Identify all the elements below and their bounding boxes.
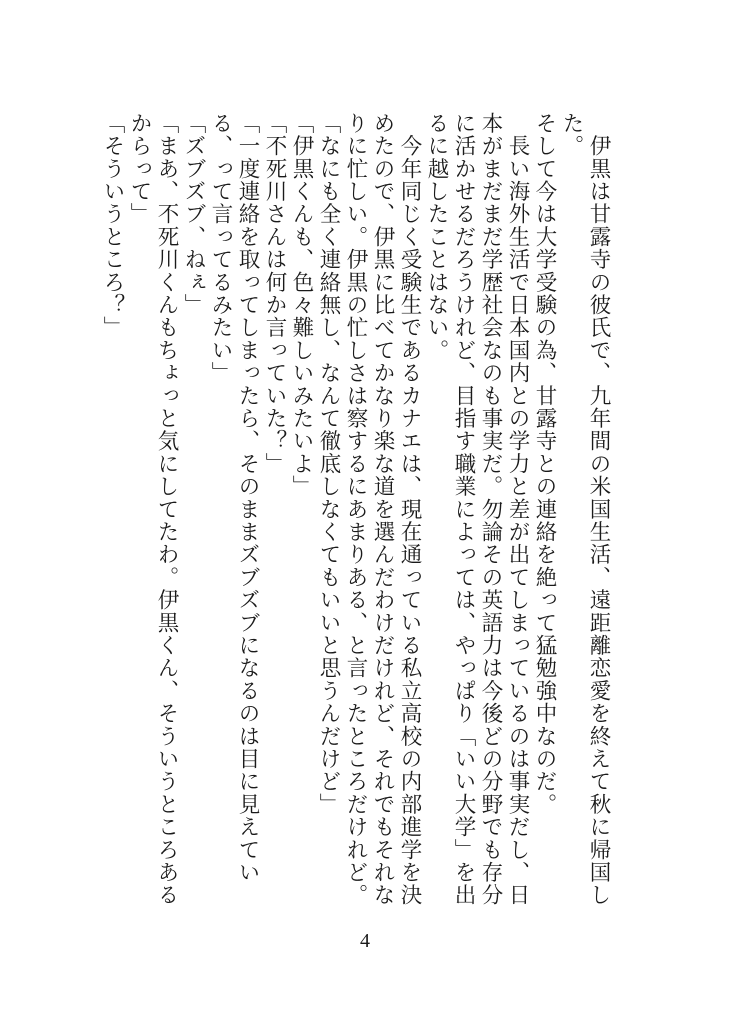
dialogue-line: 「一度連絡を取ってしまったら、そのままズブズブになるのは目に見えている、って言ってるみたい」 — [208, 112, 260, 884]
paragraph: 長い海外生活で日本国内との学力と差が出てしまっているのは事実だし、日本がまだまだ学歴社会なのも事実だ。勿論その英語力は今後どの分野でも存分に活かせるだろうけれど、目指す職業によっては、やっぱり「いい大学」を出るに越したことはない。 — [424, 112, 530, 907]
paragraph: 伊黒は甘露寺の彼氏で、九年間の米国生活、遠距離恋愛を終えて秋に帰国した。 — [559, 112, 611, 907]
dialogue-line: 「まあ、不死川くんもちょっと気にしてたわ。伊黒くん、そういうところあるからって」 — [127, 112, 179, 907]
paragraph: そして今は大学受験の為、甘露寺との連絡を絶って猛勉強中なのだ。 — [532, 112, 557, 816]
dialogue-line: 「そういうところ？」 — [100, 112, 125, 339]
paragraph: 今年同じく受験生であるカナエは、現在通っている私立高校の内部進学を決めたので、伊黒に比べてかなり楽な道を選んだわけだけれど、それでもそれなりに忙しい。伊黒の忙しさは察するにあまりある、と言ったところだけれど。 — [343, 112, 422, 907]
page-number: 4 — [360, 930, 370, 952]
vertical-text-body — [100, 112, 612, 912]
dialogue-line: 「不死川さんは何か言っていた？」 — [262, 112, 287, 476]
dialogue-line: 「ズブズブ、ねぇ」 — [181, 112, 206, 317]
dialogue-line: 「伊黒くんも、色々難しいみたいよ」 — [289, 112, 314, 498]
dialogue-line: 「なにも全く連絡無し、なんて徹底しなくてもいいと思うんだけど」 — [316, 112, 341, 816]
